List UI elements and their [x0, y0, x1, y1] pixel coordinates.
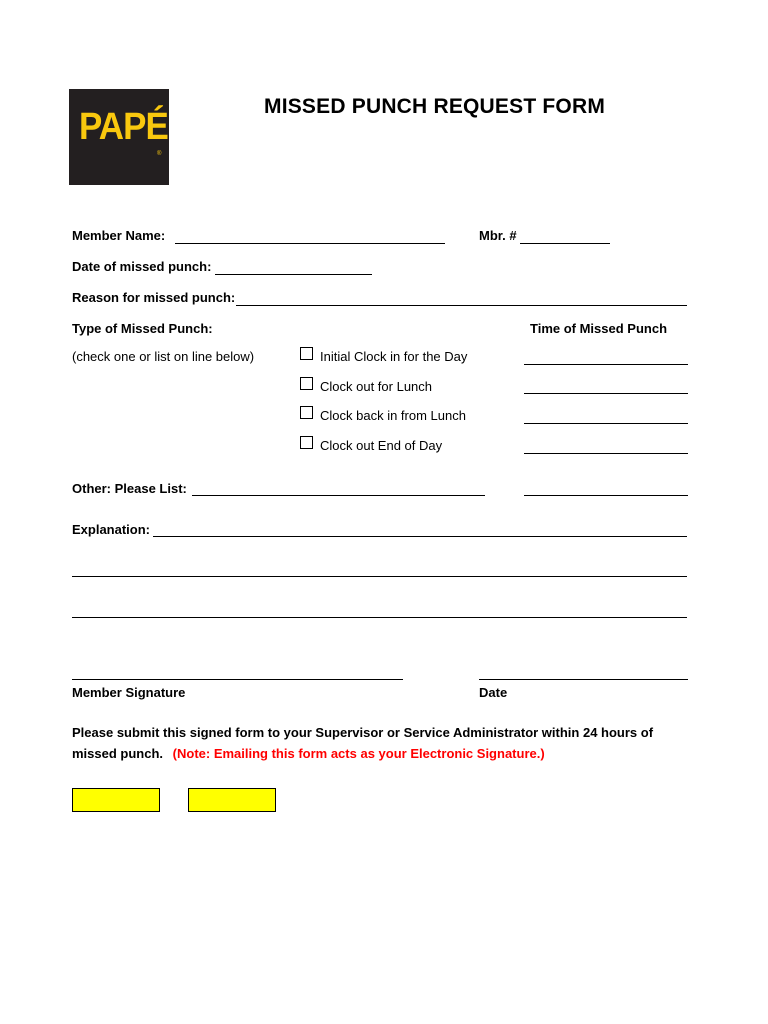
explanation-line-1[interactable]: [153, 536, 687, 537]
instructions-line-1: Please submit this signed form to your Supervisor or Service Administrator within 24 hours of: [72, 725, 654, 740]
member-signature-line[interactable]: [72, 679, 403, 680]
date-missed-label: Date of missed punch:: [72, 259, 212, 274]
time-line-clock-out-lunch[interactable]: [524, 393, 688, 394]
registered-mark: ®: [157, 151, 162, 157]
instructions-line-2: [72, 746, 545, 761]
instructions-line-2-text: missed punch.: [72, 746, 164, 761]
date-signature-line[interactable]: [479, 679, 688, 680]
print-button[interactable]: [188, 788, 276, 812]
time-line-clock-out-end[interactable]: [524, 453, 688, 454]
type-hint: (check one or list on line below): [72, 349, 255, 364]
member-name-line[interactable]: [175, 243, 445, 244]
time-line-clock-back-in[interactable]: [524, 423, 688, 424]
member-name-label: Member Name:: [72, 228, 166, 243]
reason-line[interactable]: [236, 305, 687, 306]
submit-button[interactable]: [72, 788, 160, 812]
option-label-initial-clock-in: Initial Clock in for the Day: [320, 349, 468, 364]
option-label-clock-back-in: Clock back in from Lunch: [320, 408, 466, 423]
option-label-clock-out-end: Clock out End of Day: [320, 438, 443, 453]
electronic-signature-note: (Note: Emailing this form acts as your Electronic Signature.): [172, 746, 545, 761]
checkbox-clock-back-in[interactable]: [300, 406, 313, 419]
date-label: Date: [479, 685, 508, 700]
logo-text: PAPÉ: [79, 106, 168, 148]
other-line[interactable]: [192, 495, 485, 496]
checkbox-initial-clock-in[interactable]: [300, 347, 313, 360]
checkbox-clock-out-lunch[interactable]: [300, 377, 313, 390]
member-number-line[interactable]: [520, 243, 610, 244]
member-signature-label: Member Signature: [72, 685, 186, 700]
option-label-clock-out-lunch: Clock out for Lunch: [320, 379, 433, 394]
pape-logo: [69, 89, 169, 185]
explanation-line-2[interactable]: [72, 576, 687, 577]
member-number-label: Mbr. #: [479, 228, 517, 243]
type-heading: Type of Missed Punch:: [72, 321, 213, 336]
explanation-label: Explanation:: [72, 522, 151, 537]
date-missed-line[interactable]: [215, 274, 372, 275]
time-line-other[interactable]: [524, 495, 688, 496]
explanation-line-3[interactable]: [72, 617, 687, 618]
time-heading: Time of Missed Punch: [530, 321, 668, 336]
other-label: Other: Please List:: [72, 481, 187, 496]
form-title: MISSED PUNCH REQUEST FORM: [264, 95, 606, 118]
time-line-initial-clock-in[interactable]: [524, 364, 688, 365]
reason-label: Reason for missed punch:: [72, 290, 236, 305]
checkbox-clock-out-end[interactable]: [300, 436, 313, 449]
